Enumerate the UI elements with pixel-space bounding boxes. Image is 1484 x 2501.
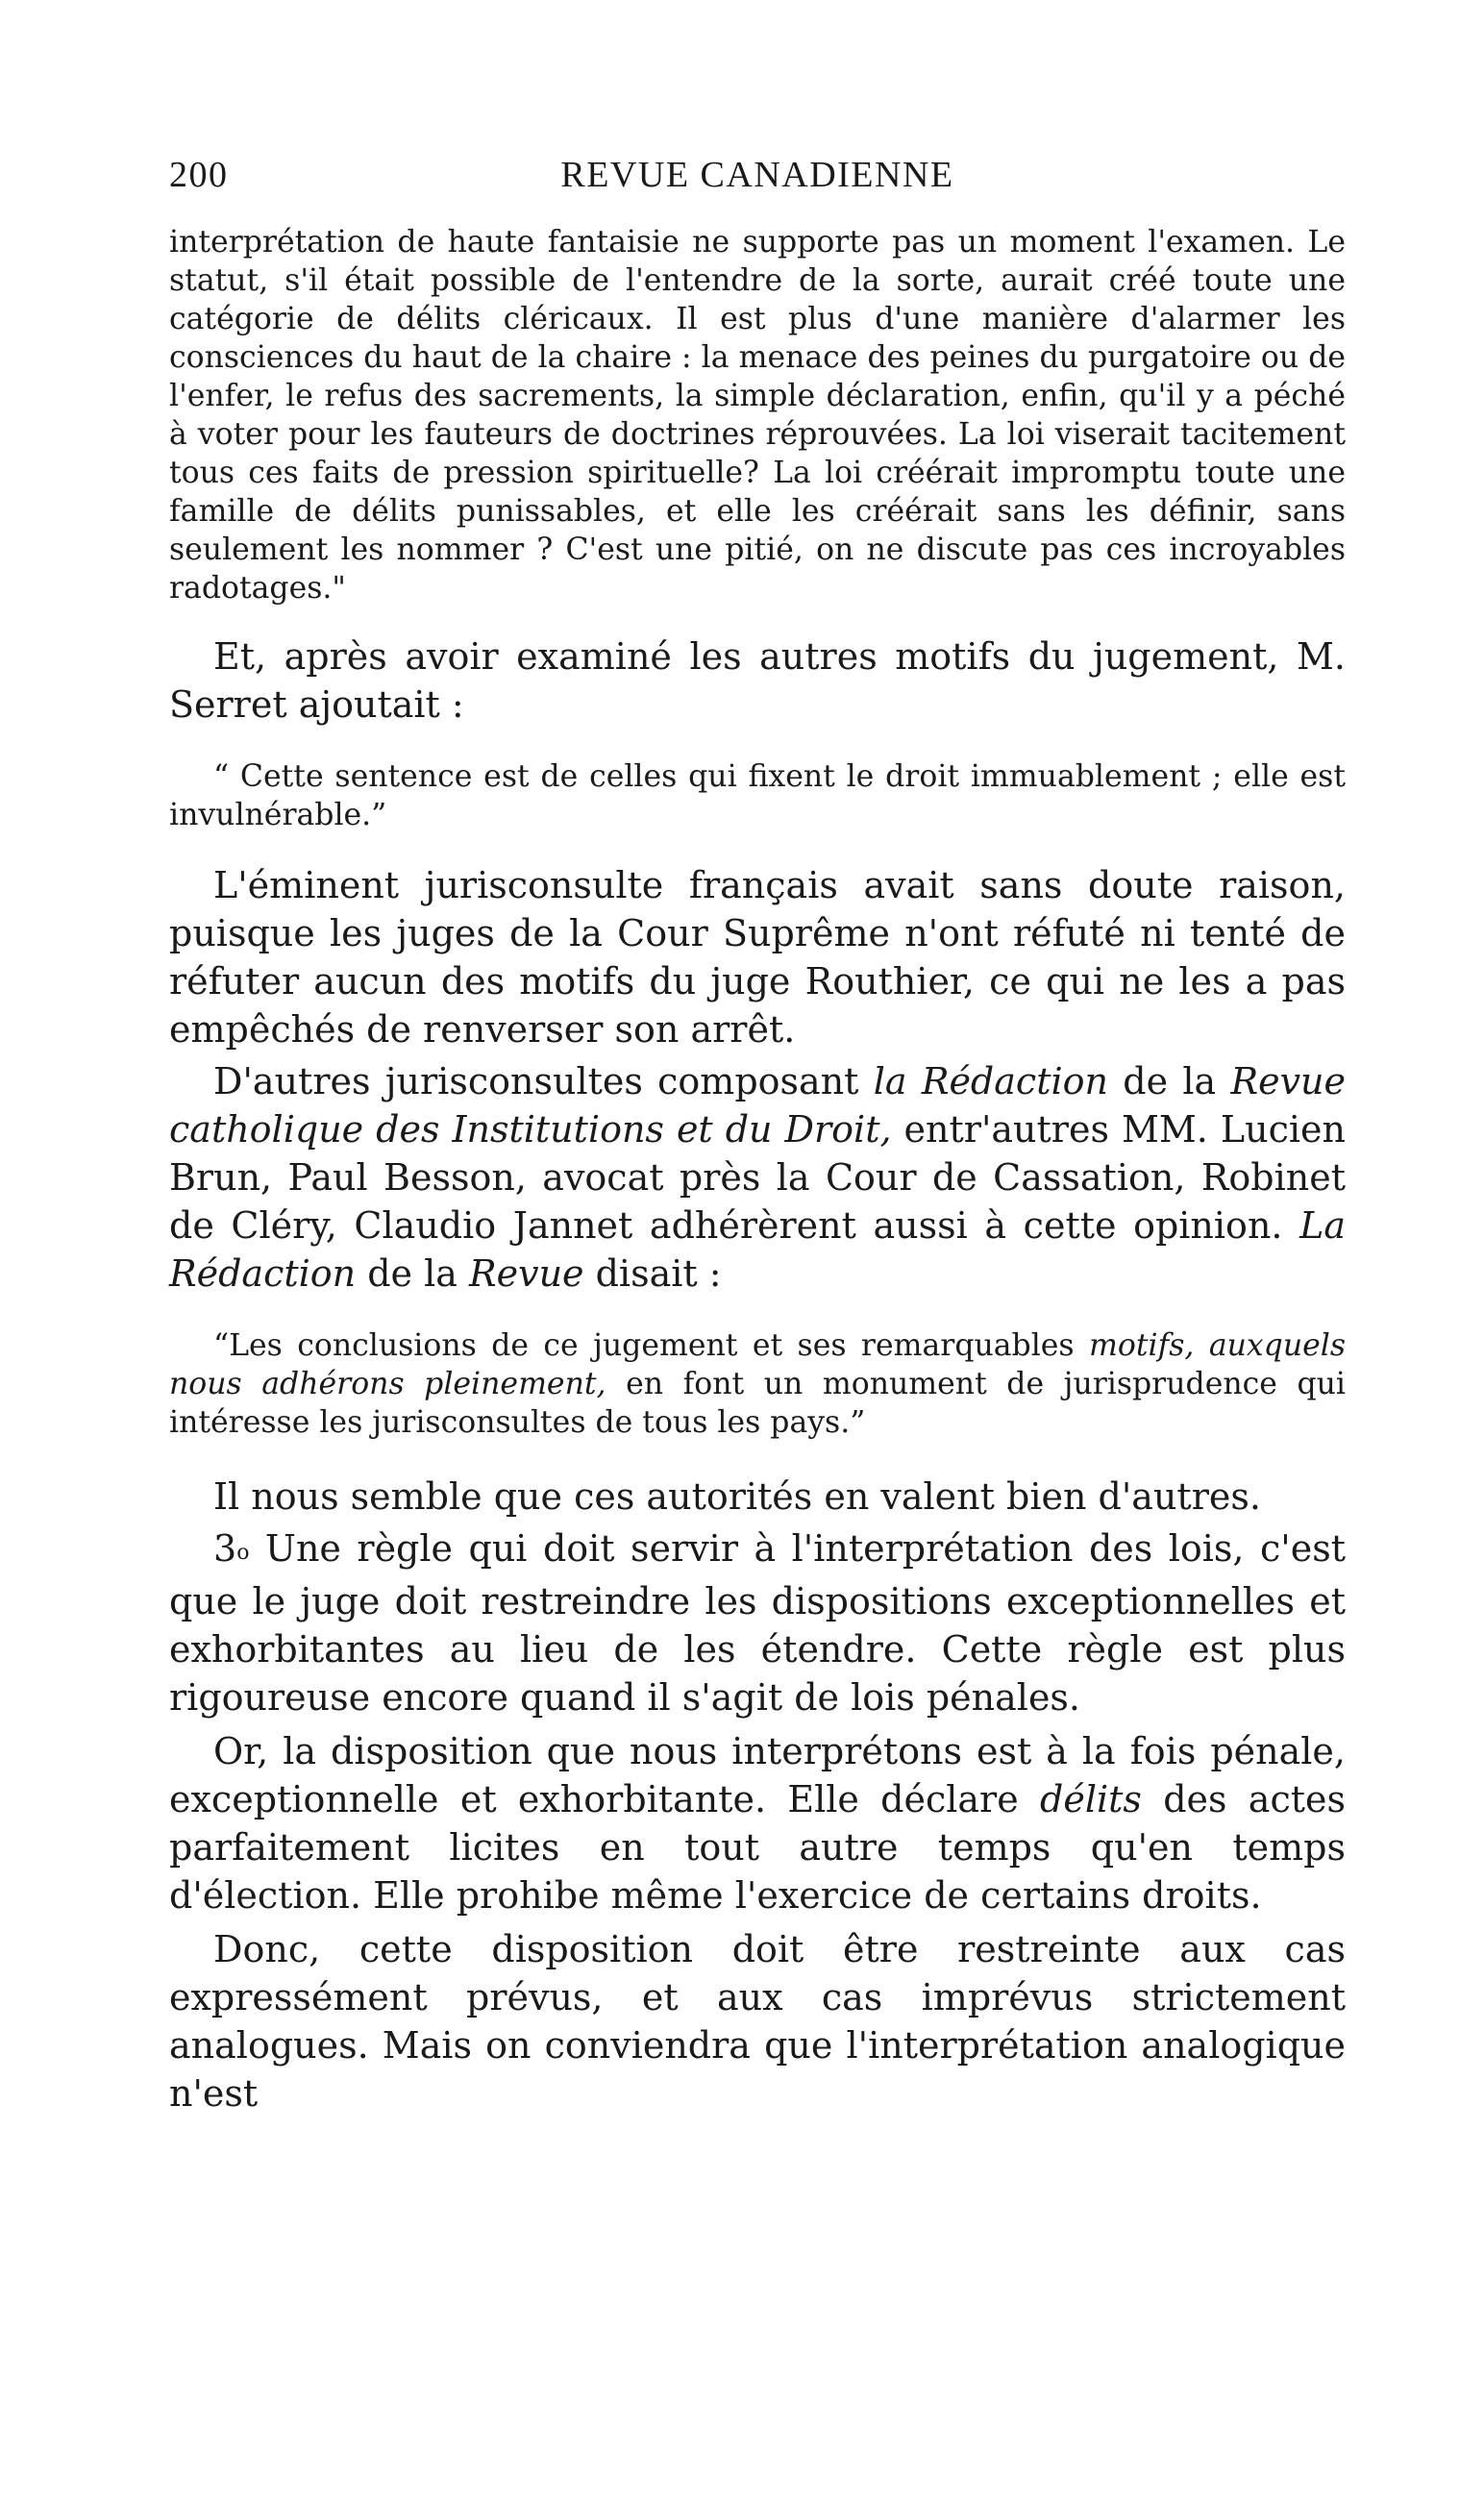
paragraph-regle: 3o Une règle qui doit servir à l'interprétation des lois, c'est que le juge doit restreindre les dispositions exceptionnelles et exhorbitantes au lieu de les étendre. Cette règle est plus rigoureuse encore quand il s'agit de lois pénales. bbox=[169, 1527, 1346, 1719]
section-number: 3 bbox=[213, 1527, 237, 1570]
quote-redaction: “Les conclusions de ce jugement et ses remarquables motifs, auxquels nous adhérons pleinement, en font un monument de jurisprudence qui intéresse les jurisconsultes de tous les pays.” bbox=[169, 1328, 1346, 1440]
italic-revue: Revue bbox=[469, 1252, 584, 1295]
document-page bbox=[169, 154, 1346, 2117]
ordinal-mark: o bbox=[236, 1541, 250, 1565]
paragraph-donc: Donc, cette disposition doit être restreinte aux cas expressément prévus, et aux cas imprévus strictement analogues. Mais on conviendra que l'interprétation analogique n'est bbox=[169, 1928, 1346, 2115]
paragraph-jurisconsultes: D'autres jurisconsultes composant la Rédaction de la Revue catholique des Institutions et du Droit, entr'autres MM. Lucien Brun, Paul Besson, avocat près la Cour de Cassation, Robinet de Cléry, Claudio Jannet adhérèrent aussi à cette opinion. La Rédaction de la Revue disait : bbox=[169, 1060, 1347, 1295]
italic-revue-title: Revue catholique des Institutions et du Droit, bbox=[169, 1060, 1347, 1151]
italic-delits: délits bbox=[1040, 1778, 1142, 1820]
paragraph-disposition: Or, la disposition que nous interprétons est à la fois pénale, exceptionnelle et exhorbitante. Elle déclare délits des actes parfaitement licites en tout autre temps qu'en temps d'élection. Elle prohibe même l'exercice de certains droits. bbox=[169, 1730, 1346, 1917]
italic-redaction-2: La Rédaction bbox=[169, 1204, 1346, 1295]
page-number: 200 bbox=[169, 155, 229, 195]
paragraph-eminent: L'éminent jurisconsulte français avait sans doute raison, puisque les juges de la Cour Suprême n'ont réfuté ni tenté de réfuter aucun des motifs du juge Routhier, ce qui ne les a pas empêchés de renverser son arrêt. bbox=[169, 864, 1346, 1051]
italic-redaction: la Rédaction bbox=[873, 1060, 1108, 1102]
running-title: REVUE CANADIENNE bbox=[560, 155, 954, 195]
paragraph-serret: Et, après avoir examiné les autres motifs du jugement, M. Serret ajoutait : bbox=[169, 635, 1346, 726]
quote-continued: interprétation de haute fantaisie ne supporte pas un moment l'examen. Le statut, s'il était possible de l'entendre de la sorte, aurait créé toute une catégorie de délits cléricaux. Il est plus d'une manière d'alarmer les consciences du haut de la chaire : la menace des peines du purgatoire ou de l'enfer, le refus des sacrements, la simple déclaration, enfin, qu'il y a péché à voter pour les fauteurs de doctrines réprouvées. La loi viserait tacitement tous ces faits de pression spirituelle? La loi créérait impromptu toute une famille de délits punissables, et elle les créérait sans les définir, sans seulement les nommer ? C'est une pitié, on ne discute pas ces incroyables radotages." bbox=[169, 225, 1346, 606]
paragraph-autorites: Il nous semble que ces autorités en valent bien d'autres. bbox=[213, 1475, 1261, 1518]
italic-motifs: motifs, auxquels nous adhérons pleinement, bbox=[169, 1328, 1346, 1401]
quote-serret: “ Cette sentence est de celles qui fixent le droit immuablement ; elle est invulnérable.” bbox=[169, 759, 1346, 832]
page-header bbox=[169, 154, 1346, 211]
